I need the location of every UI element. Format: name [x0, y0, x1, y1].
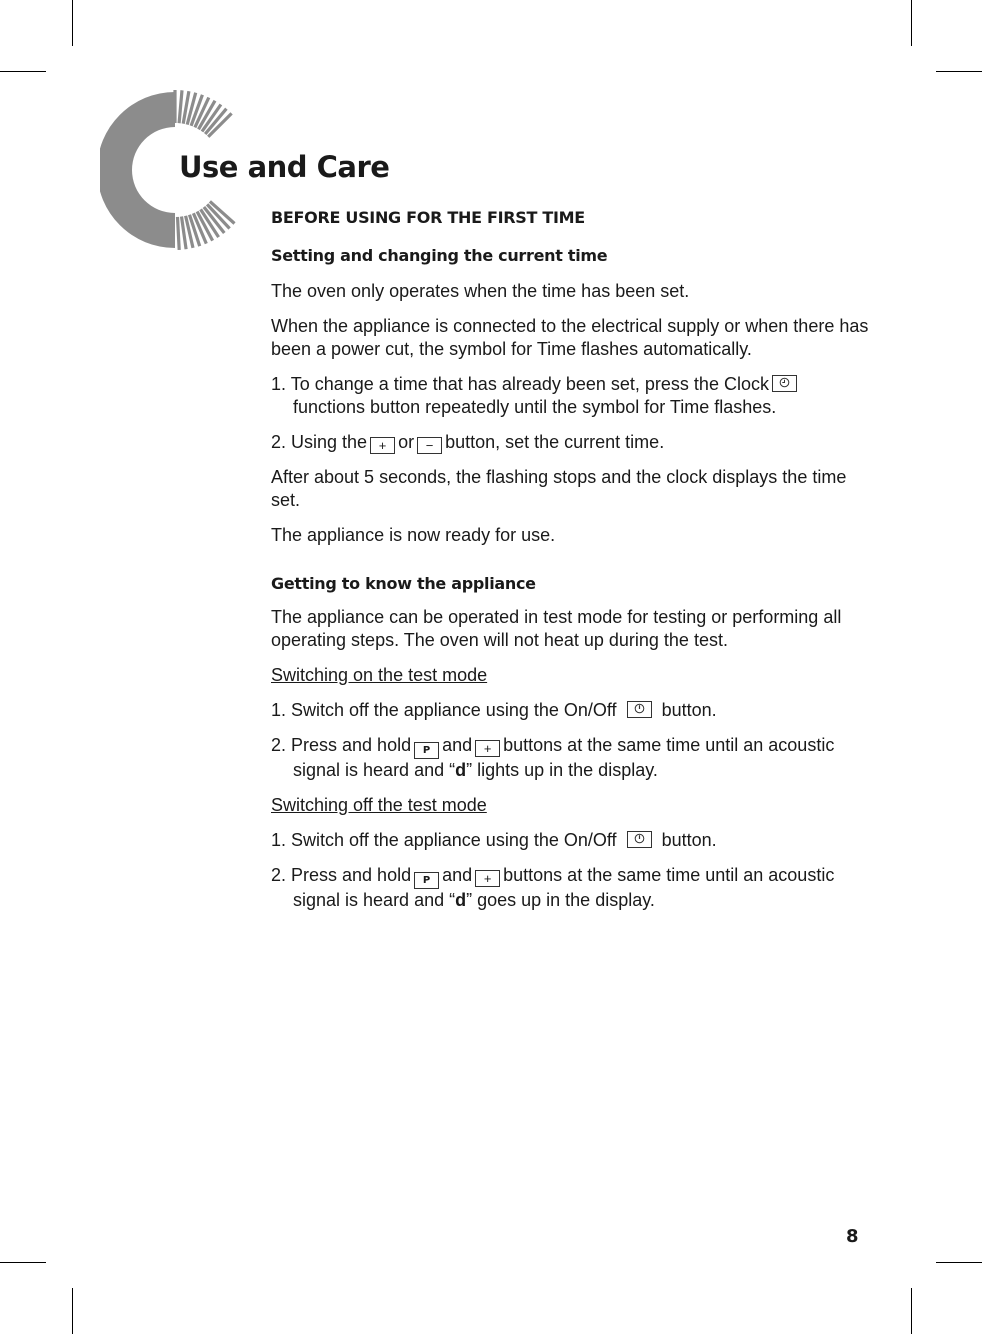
list-item: 1. Switch off the appliance using the On/Off button.	[271, 700, 717, 720]
plus-button-icon: +	[475, 740, 500, 757]
subsection-title: Switching on the test mode	[271, 665, 488, 685]
crop-mark	[936, 1262, 982, 1263]
paragraph: After about 5 seconds, the flashing stops and the clock displays the time set.	[271, 467, 847, 510]
list-item: 1. Switch off the appliance using the On/Off button.	[271, 830, 717, 850]
paragraph: When the appliance is connected to the electrical supply or when there has been a power cut, the symbol for Time flashes automatically.	[271, 316, 869, 359]
crop-mark	[911, 1288, 912, 1334]
minus-button-icon: −	[417, 437, 442, 454]
crop-mark	[911, 0, 912, 46]
paragraph: The appliance is now ready for use.	[271, 525, 556, 545]
page-number: 8	[846, 1226, 859, 1247]
program-button-icon: P	[414, 742, 439, 759]
list-item: 1. To change a time that has already been set, press the Clock functions button repeatedly until the symbol for Time flashes.	[271, 373, 871, 419]
subheading-set-time: Setting and changing the current time	[271, 246, 608, 265]
subheading-know-appliance: Getting to know the appliance	[271, 574, 536, 593]
crop-mark	[936, 71, 982, 72]
crop-mark	[0, 1262, 46, 1263]
list-item: 2. Press and hold P and + buttons at the same time until an acoustic signal is heard and “d” goes up in the display.	[271, 865, 835, 910]
main-heading: BEFORE USING FOR THE FIRST TIME	[271, 208, 585, 227]
list-item: 2. Using the + or − button, set the current time.	[271, 432, 665, 453]
logo-ray	[178, 217, 180, 250]
clock-button-icon	[772, 375, 797, 392]
crop-mark	[72, 1288, 73, 1334]
subsection-title: Switching off the test mode	[271, 795, 487, 815]
power-button-icon	[627, 831, 652, 848]
logo-ray	[179, 90, 182, 123]
paragraph: The oven only operates when the time has been set.	[271, 281, 690, 301]
page-content	[271, 206, 871, 912]
plus-button-icon: +	[370, 437, 395, 454]
list-item: 2. Press and hold P and + buttons at the same time until an acoustic signal is heard and “d” lights up in the display.	[271, 735, 835, 780]
program-button-icon: P	[414, 872, 439, 889]
plus-button-icon: +	[475, 870, 500, 887]
crop-mark	[72, 0, 73, 46]
power-button-icon	[627, 701, 652, 718]
section-title: Use and Care	[179, 150, 390, 184]
paragraph: The appliance can be operated in test mode for testing or performing all operating steps. The oven will not heat up during the test.	[271, 607, 842, 650]
crop-mark	[0, 71, 46, 72]
